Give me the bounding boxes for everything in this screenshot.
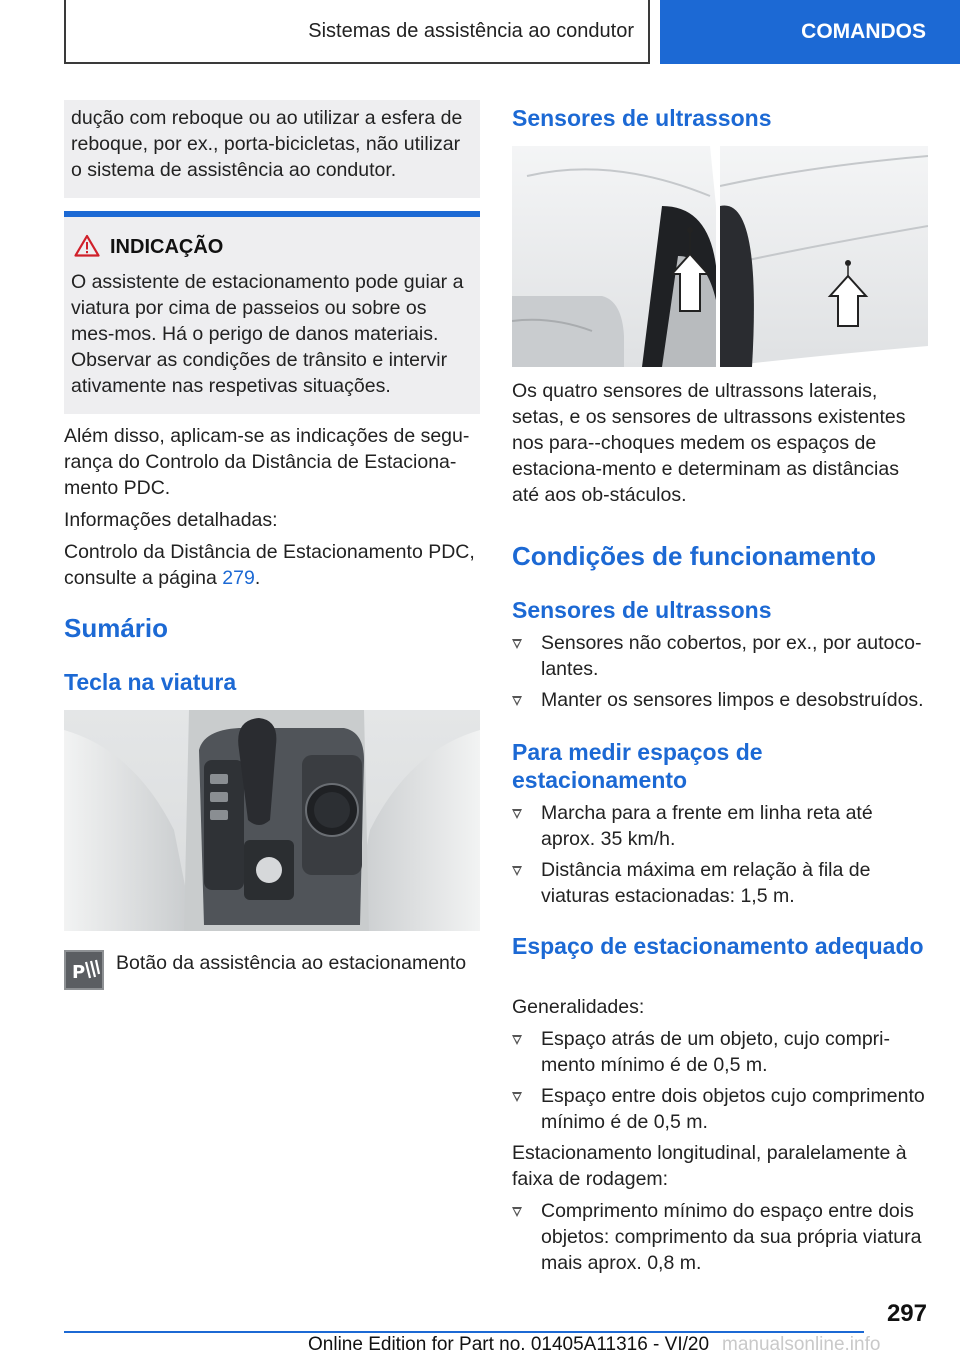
paragraph-safety: Além disso, aplicam-se as indicações de segu-rança do Controlo da Distância de Estaciona-mento PDC. <box>64 425 470 499</box>
section-title: Sistemas de assistência ao condutor <box>308 19 634 42</box>
triangle-bullet-icon <box>512 696 522 706</box>
triangle-bullet-icon <box>512 1092 522 1102</box>
heading-suitable-space: Espaço de estacionamento adequado <box>512 933 924 959</box>
list-item <box>512 857 932 909</box>
paragraph-reference <box>64 539 476 591</box>
heading-ultrasonic-sensors-2: Sensores de ultrassons <box>512 597 772 623</box>
svg-text:P: P <box>72 962 86 983</box>
notice-text: O assistente de estacionamento pode guiar a viatura por cima de passeios ou sobre os mes-mos. Há o perigo de danos materiais. Observar as condições de trânsito e intervir ativamente nas respetivas situações. <box>71 271 464 397</box>
warning-triangle-icon <box>74 234 100 257</box>
list-item <box>512 1083 930 1135</box>
list-item <box>512 1198 928 1276</box>
heading-measuring-spaces: Para medir espaços de estacionamento <box>512 739 763 793</box>
reference-text: Controlo da Distância de Estacionamento PDC, consulte a página <box>64 541 475 589</box>
list-item <box>512 800 928 852</box>
general-label: Generalidades: <box>512 996 645 1018</box>
heading-operating-conditions: Condições de funcionamento <box>512 541 877 571</box>
button-caption: Botão da assistência ao estacionamento <box>116 952 467 974</box>
list-item <box>512 687 928 713</box>
footer-watermark: manualsonline.info <box>722 1334 881 1355</box>
triangle-bullet-icon <box>512 1035 522 1045</box>
list-item-text: Sensores não cobertos, por ex., por autoco-lantes. <box>541 632 922 680</box>
list-item-text: Manter os sensores limpos e desobstruídos. <box>541 689 924 711</box>
bumper-sensors-image <box>512 146 928 367</box>
list-item <box>512 630 928 682</box>
list-item <box>512 1026 928 1078</box>
list-item-text: Marcha para a frente em linha reta até aprox. 35 km/h. <box>541 802 873 850</box>
list-item-text: Espaço entre dois objetos cujo comprimento mínimo é de 0,5 m. <box>541 1085 925 1133</box>
triangle-bullet-icon <box>512 1207 522 1217</box>
heading-button-in-vehicle: Tecla na viatura <box>64 669 237 695</box>
page-number: 297 <box>886 1300 927 1327</box>
intro-text: dução com reboque ou ao utilizar a esfera de reboque, por ex., porta-bicicletas, não utilizar o sistema de assistência ao condutor. <box>71 107 463 181</box>
triangle-bullet-icon <box>512 809 522 819</box>
longitudinal-label: Estacionamento longitudinal, paralelamente à faixa de rodagem: <box>512 1142 907 1190</box>
heading-summary: Sumário <box>64 613 169 643</box>
reference-end: . <box>254 567 261 589</box>
header-chapter-tab[interactable] <box>660 0 960 64</box>
parking-assist-icon <box>64 950 104 990</box>
list-item-text: Comprimento mínimo do espaço entre dois objetos: comprimento da sua própria viatura mais aprox. 0,8 m. <box>541 1200 922 1274</box>
page-link-279[interactable]: 279 <box>222 567 255 589</box>
footer-rule <box>64 1331 864 1333</box>
paragraph-details: Informações detalhadas: <box>64 509 278 531</box>
triangle-bullet-icon <box>512 866 522 876</box>
header-section-title <box>64 0 650 64</box>
heading-ultrasonic-sensors: Sensores de ultrassons <box>512 105 772 131</box>
triangle-bullet-icon <box>512 639 522 649</box>
center-console-image <box>64 710 480 931</box>
list-item-text: Distância máxima em relação à fila de viaturas estacionadas: 1,5 m. <box>541 859 871 907</box>
sensors-description: Os quatro sensores de ultrassons laterais, setas, e os sensores de ultrassons existentes nos para--choques medem os espaços de estaciona-mento e determinam as distâncias até aos ob-stáculos. <box>512 380 906 506</box>
notice-title: INDICAÇÃO <box>110 236 224 258</box>
list-item-text: Espaço atrás de um objeto, cujo compri-mento mínimo é de 0,5 m. <box>541 1028 891 1076</box>
footer-edition: Online Edition for Part no. 01405A11316 - VI/20 <box>308 1334 710 1355</box>
chapter-label: COMANDOS <box>801 20 926 43</box>
